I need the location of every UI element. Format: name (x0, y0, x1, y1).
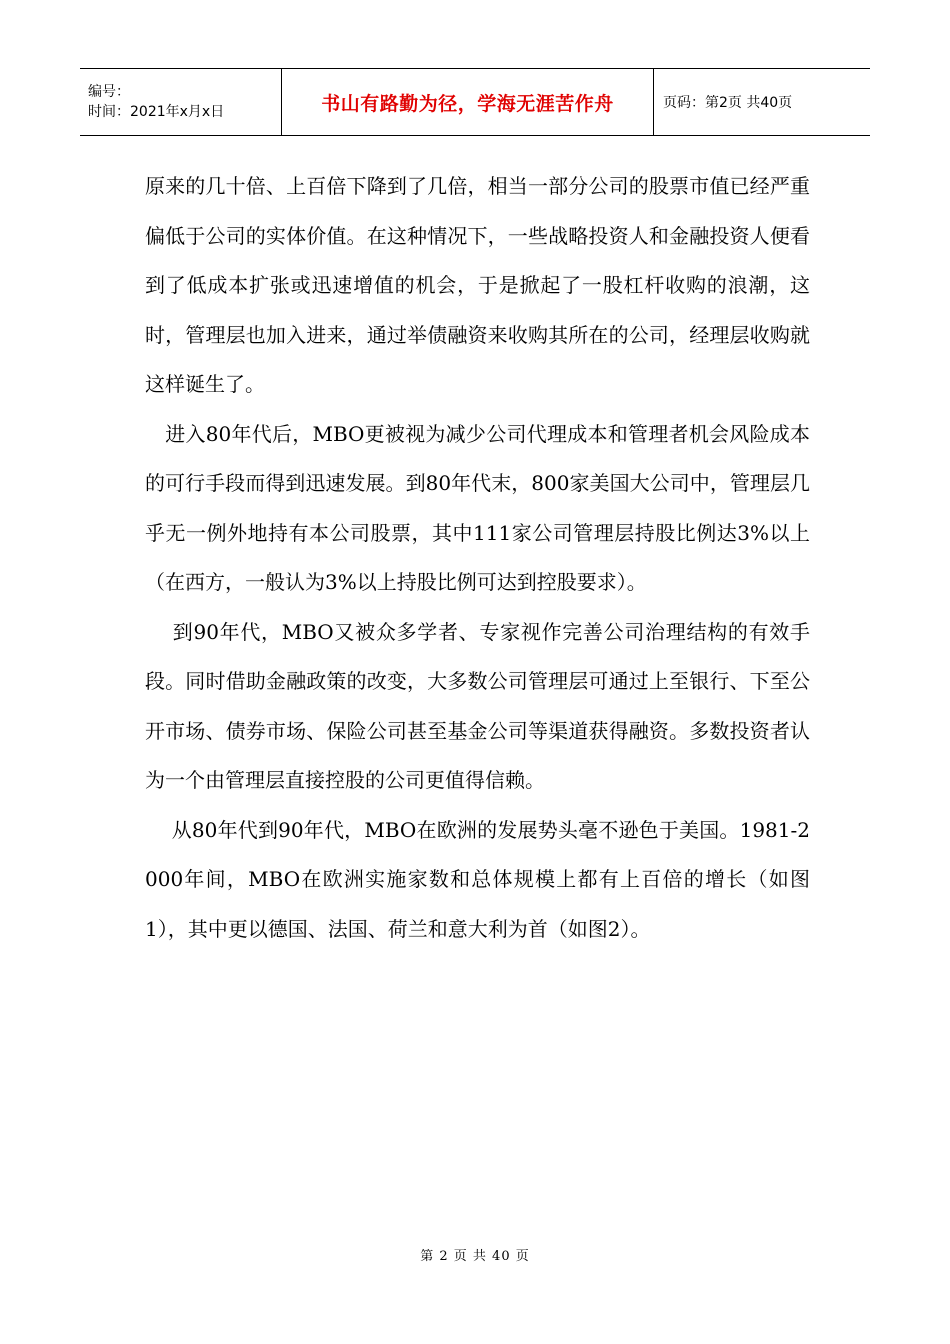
body-paragraph: 进入80年代后，MBO更被视为减少公司代理成本和管理者机会风险成本的可行手段而得到迅速发展。到80年代末，800家美国大公司中，管理层几乎无一例外地持有本公司股票，其中111家公司管理层持股比例达3%以上（在西方，一般认为3%以上持股比例可达到控股要求）。 (145, 421, 810, 594)
body-paragraph: 原来的几十倍、上百倍下降到了几倍，相当一部分公司的股票市值已经严重偏低于公司的实体价值。在这种情况下，一些战略投资人和金融投资人便看到了低成本扩张或迅速增值的机会，于是掀起了一股杠杆收购的浪潮，这时，管理层也加入进来，通过举债融资来收购其所在的公司，经理层收购就这样诞生了。 (145, 174, 810, 396)
header-motto: 书山有路勤为径，学海无涯苦作舟 (321, 92, 614, 115)
document-number-label: 编号： (88, 84, 130, 100)
document-body (145, 162, 810, 954)
body-paragraph: 到90年代，MBO又被众多学者、专家视作完善公司治理结构的有效手段。同时借助金融政策的改变，大多数公司管理层可通过上至银行、下至公开市场、债券市场、保险公司甚至基金公司等渠道获得融资。多数投资者认为一个由管理层直接控股的公司更值得信赖。 (145, 619, 810, 792)
header-motto-cell (282, 69, 654, 135)
body-paragraph: 从80年代到90年代，MBO在欧洲的发展势头毫不逊色于美国。1981-2000年间，MBO在欧洲实施家数和总体规模上都有上百倍的增长（如图1），其中更以德国、法国、荷兰和意大利为首（如图2）。 (145, 817, 810, 941)
header-page-info: 页码：第2页 共40页 (663, 95, 793, 111)
document-date: 时间：2021年x月x日 (88, 104, 225, 120)
page-footer: 第 2 页 共 40 页 (420, 1249, 530, 1264)
page-header (80, 68, 870, 136)
header-meta (80, 69, 282, 135)
header-page-cell (654, 69, 870, 135)
